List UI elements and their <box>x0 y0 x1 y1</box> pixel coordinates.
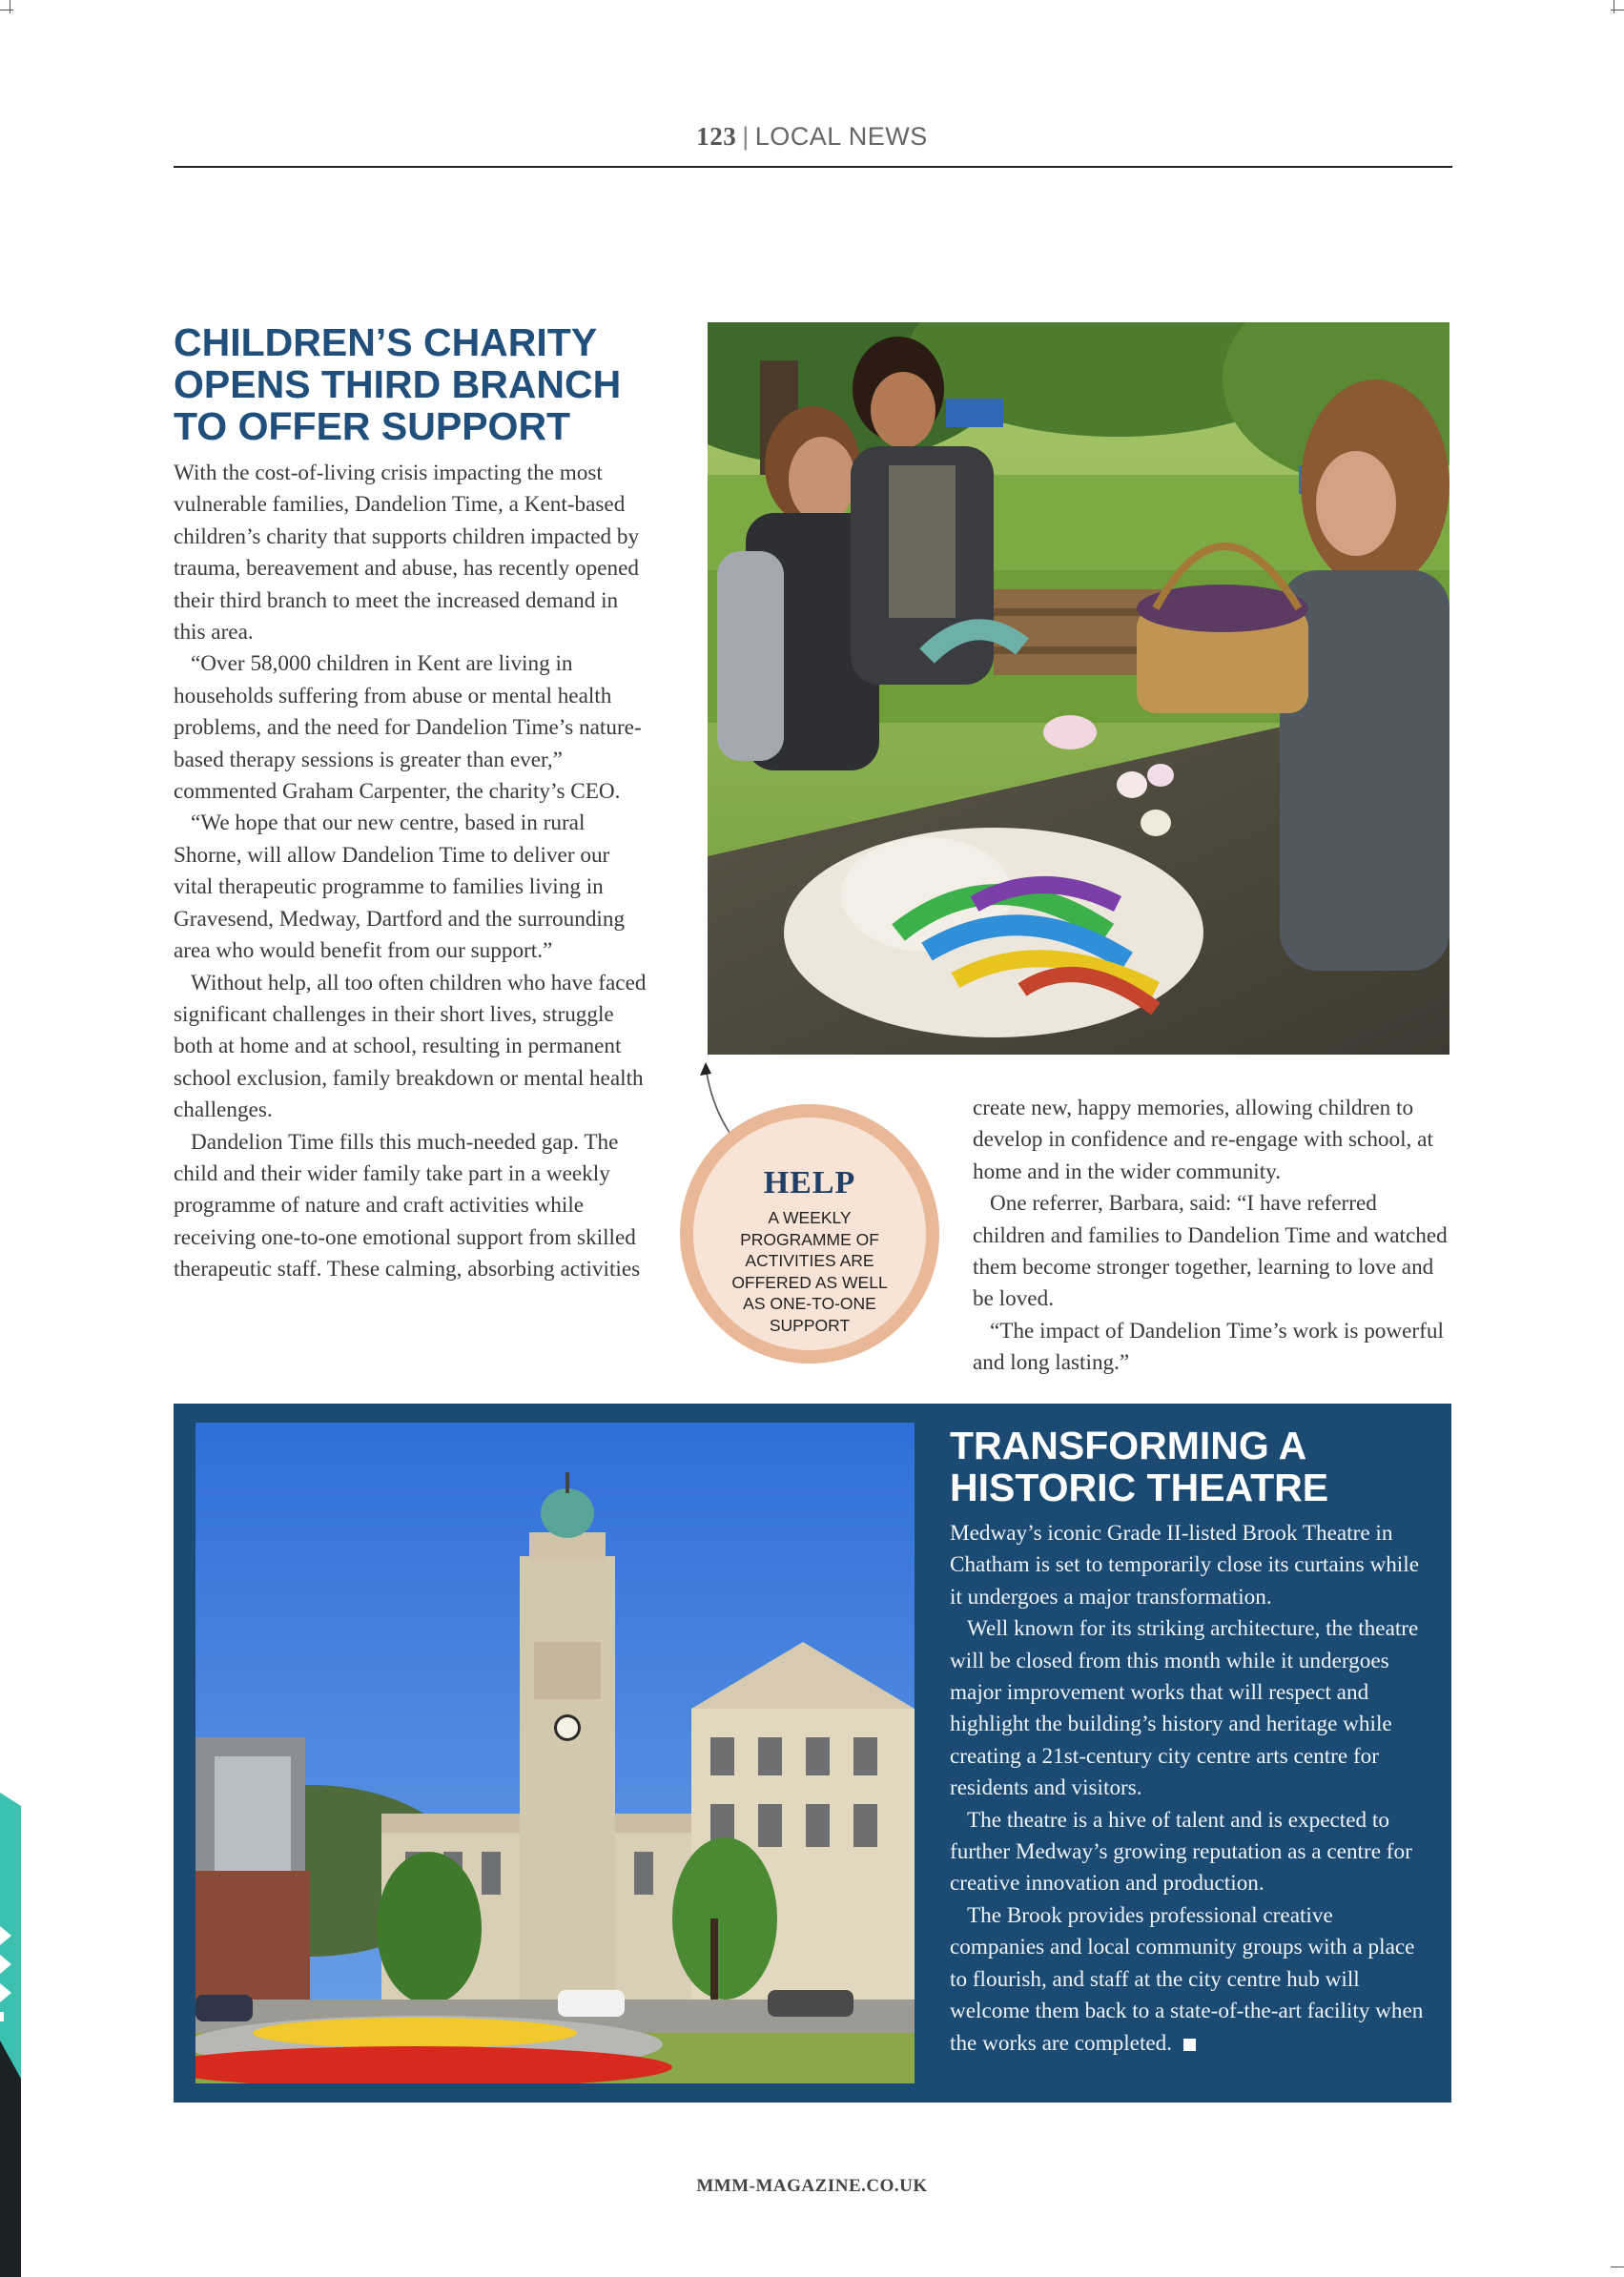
headline-line: OPENS THIRD BRANCH <box>174 362 622 406</box>
header-separator: | <box>742 122 750 151</box>
body-paragraph: The theatre is a hive of talent and is expected to further Medway’s growing reputation as a centre for creative innovation and production. <box>950 1807 1412 1897</box>
pull-quote-title: HELP <box>763 1165 856 1200</box>
article-body-column-1 <box>174 458 652 1286</box>
running-header <box>0 122 1624 152</box>
article-photo-crafting <box>708 322 1449 1055</box>
article-body-column-2 <box>973 1093 1452 1380</box>
body-paragraph: One referrer, Barbara, said: “I have referred children and families to Dandelion Time and watched them become stronger together, learning to love and be loved. <box>973 1191 1448 1312</box>
body-paragraph: The Brook provides professional creative companies and local community groups with a place to flourish, and staff at the city centre hub will welcome them back to a state-of-the-art facility when the works are completed. <box>950 1902 1424 2056</box>
headline-line: TRANSFORMING A <box>950 1424 1307 1467</box>
header-rule <box>174 166 1452 168</box>
body-paragraph: Medway’s iconic Grade II-listed Brook Theatre in Chatham is set to temporarily close its curtains while it undergoes a major transformation. <box>950 1521 1419 1610</box>
article-headline <box>174 321 669 447</box>
body-paragraph: With the cost-of-living crisis impacting the most vulnerable families, Dandelion Time, a Kent-based children’s charity that supports children impacted by trauma, bereavement and abuse, has recently opened their third branch to meet the increased demand in this area. <box>174 461 640 646</box>
headline-line: TO OFFER SUPPORT <box>174 404 571 448</box>
feature-body <box>950 1518 1431 2060</box>
body-paragraph: “The impact of Dandelion Time’s work is powerful and long lasting.” <box>973 1318 1444 1376</box>
headline-line: CHILDREN’S CHARITY <box>174 320 598 364</box>
body-paragraph: Dandelion Time fills this much-needed gap. The child and their wider family take part in a weekly programme of nature and craft activities while receiving one-to-one emotional support from skilled therapeutic staff. These calming, absorbing activities <box>174 1129 641 1282</box>
page-number: 123 <box>696 122 737 151</box>
pull-quote-inner <box>693 1118 926 1350</box>
headline-line: HISTORIC THEATRE <box>950 1466 1329 1509</box>
body-paragraph: “Over 58,000 children in Kent are living in households suffering from abuse or mental health problems, and the need for Dandelion Time’s nature-based therapy sessions is greater than ever,” commented Graham Carpenter, the charity’s CEO. <box>174 651 642 805</box>
body-paragraph: Well known for its striking architecture, the theatre will be closed from this month while it undergoes major improvement works that will respect and highlight the building’s history and heritage while creating a 21st-century city centre arts centre for residents and visitors. <box>950 1616 1419 1801</box>
article-photo-theatre <box>195 1423 915 2083</box>
footer-url: MMM-MAGAZINE.CO.UK <box>696 2176 928 2196</box>
pull-quote-circle <box>680 1104 939 1364</box>
body-paragraph: Without help, all too often children who have faced significant challenges in their short lives, struggle both at home and at school, resulting in permanent school exclusion, family breakdown or mental health challenges. <box>174 970 647 1123</box>
feature-headline <box>950 1425 1427 1508</box>
body-paragraph: “We hope that our new centre, based in rural Shorne, will allow Dandelion Time to deliver our vital therapeutic programme to families living in Gravesend, Medway, Dartford and the surrounding area who would benefit from our support.” <box>174 810 626 964</box>
section-name: LOCAL NEWS <box>754 122 928 151</box>
end-of-article-icon <box>1183 2039 1196 2051</box>
body-paragraph: create new, happy memories, allowing children to develop in confidence and re-engage with school, at home and in the wider community. <box>973 1096 1433 1184</box>
edge-tab <box>0 1793 21 2277</box>
pull-quote-text: A WEEKLY PROGRAMME OF ACTIVITIES ARE OFFERED AS WELL AS ONE-TO-ONE SUPPORT <box>731 1208 888 1335</box>
